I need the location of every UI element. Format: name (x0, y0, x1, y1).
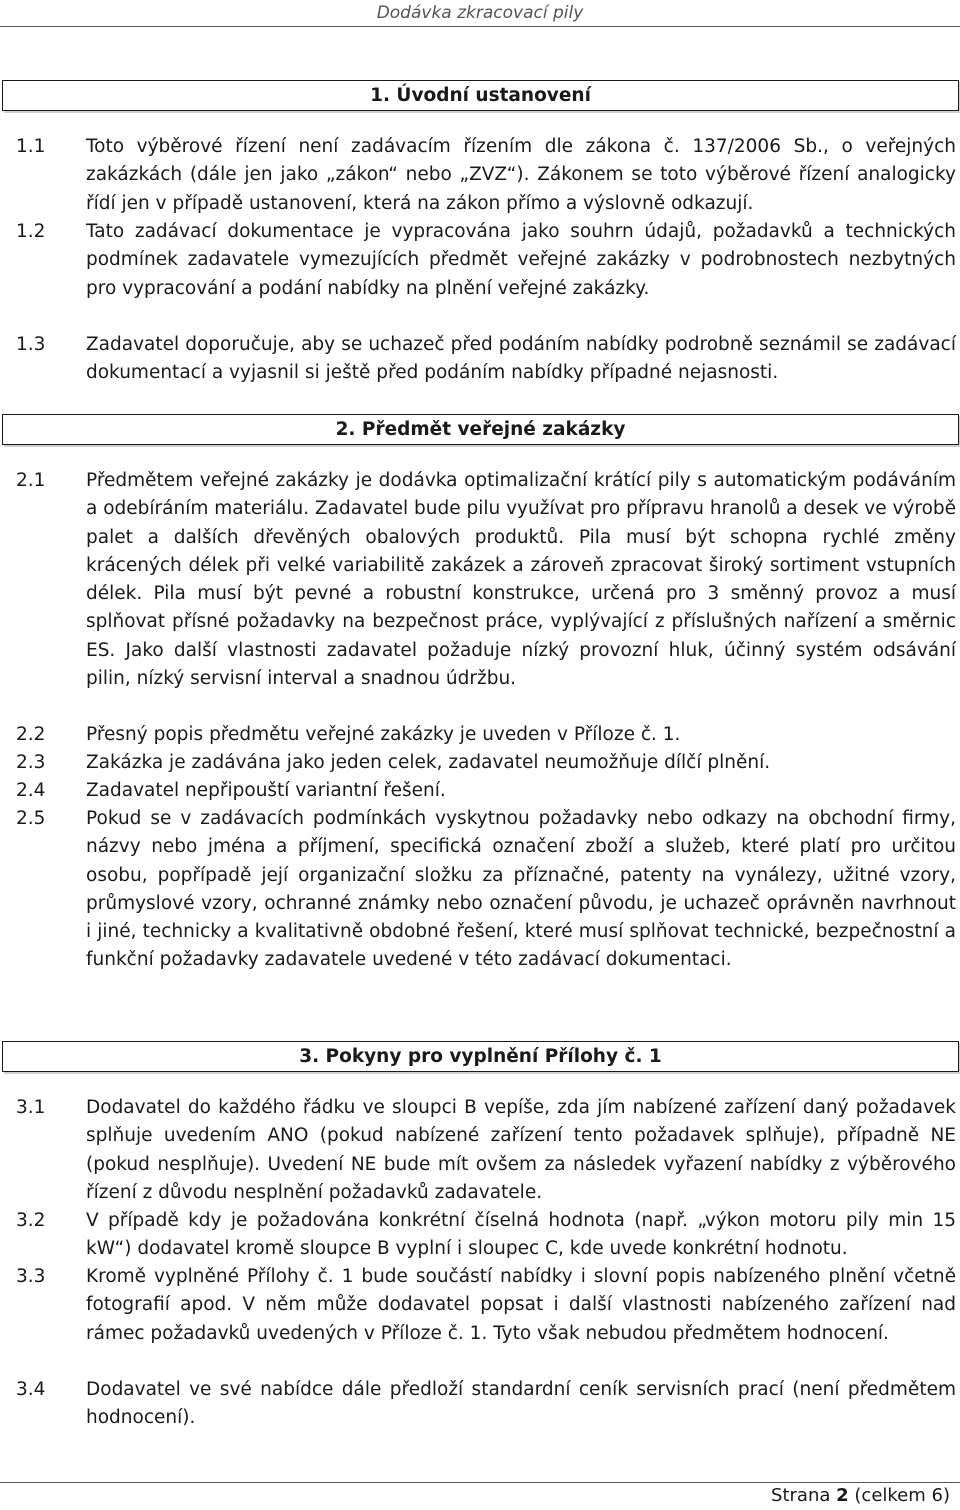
paragraph-number: 3.3 (16, 1266, 46, 1287)
paragraph-2-5 (16, 805, 956, 975)
paragraph-text: Předmětem veřejné zakázky je dodávka optimalizační krátící pily s automatickým podáváním a odebíráním materiálu. Zadavatel bude pilu využívat pro přípravu hranolů a desek ve výrobě palet a dalších dřevěných obalových produktů. Pila musí být schopna rychlé změny krácených délek při velké variabilitě zakázek a zároveň zpracovat široký sortiment vstupních délek. Pila musí být pevné a robustní konstrukce, určená pro 3 směnný provoz a musí splňovat přísné požadavky na bezpečnost práce, vyplývající z příslušných nařízení a směrnic ES. Jako další vlastnosti zadavatel požaduje nízký provozní hluk, účinný systém odsávání pilin, nízký servisní interval a snadnou údržbu. (86, 470, 957, 690)
paragraph-2-2 (16, 721, 956, 749)
paragraph-number: 1.1 (16, 136, 46, 157)
page-total: (celkem 6) (854, 1485, 950, 1506)
paragraph-1-3 (16, 331, 956, 388)
paragraph-number: 1.3 (16, 334, 46, 355)
paragraph-3-3 (16, 1263, 956, 1348)
paragraph-number: 1.2 (16, 221, 46, 242)
paragraph-number: 2.5 (16, 808, 46, 829)
paragraph-1-1 (16, 133, 956, 218)
paragraph-number: 2.1 (16, 470, 46, 491)
paragraph-text: V případě kdy je požadována konkrétní číselná hodnota (např. „výkon motoru pily min 15 kW“) dodavatel kromě sloupce B vyplní i sloupec C, kde uvede konkrétní hodnotu. (86, 1210, 956, 1260)
paragraph-2-1 (16, 467, 956, 693)
paragraph-number: 2.3 (16, 752, 46, 773)
document-title: Dodávka zkracovací pily (376, 3, 584, 23)
paragraph-number: 3.2 (16, 1210, 46, 1231)
paragraph-3-1 (16, 1094, 956, 1207)
page-number: 2 (836, 1485, 849, 1506)
section-title: 2. Předmět veřejné zakázky (335, 419, 626, 440)
paragraph-text: Pokud se v zadávacích podmínkách vyskytnou požadavky nebo odkazy na obchodní firmy, názvy nebo jména a příjmení, specifická označení zboží a služeb, které platí pro určitou osobu, popřípadě její organizační složku za příznačné, patenty na vynálezy, užitné vzory, průmyslové vzory, ochranné známky nebo označení původu, je uchazeč oprávněn navrhnout i jiné, technicky a kvalitativně obdobné řešení, které musí splňovat technické, bezpečnostní a funkční požadavky zadavatele uvedené v této zadávací dokumentaci. (86, 808, 956, 971)
section-heading-2 (2, 414, 959, 445)
paragraph-text: Toto výběrové řízení není zadávacím řízením dle zákona č. 137/2006 Sb., o veřejných zakázkách (dále jen jako „zákon“ nebo „ZVZ“). Zákonem se toto výběrové řízení analogicky řídí jen v případě ustanovení, která na zákon přímo a výslovně odkazují. (86, 136, 956, 214)
paragraph-text: Zadavatel nepřipouští variantní řešení. (86, 780, 446, 801)
paragraph-3-2 (16, 1207, 956, 1264)
section-title: 3. Pokyny pro vyplnění Přílohy č. 1 (299, 1046, 662, 1067)
paragraph-text: Zadavatel doporučuje, aby se uchazeč před podáním nabídky podrobně seznámil se zadávací dokumentací a vyjasnil si ještě před podáním nabídky případné nejasnosti. (86, 334, 956, 384)
section-heading-3 (2, 1041, 959, 1072)
paragraph-2-3 (16, 749, 956, 777)
paragraph-text: Zakázka je zadávána jako jeden celek, zadavatel neumožňuje dílčí plnění. (86, 752, 771, 773)
paragraph-number: 3.4 (16, 1379, 46, 1400)
paragraph-number: 2.4 (16, 780, 46, 801)
paragraph-text: Tato zadávací dokumentace je vypracována jako souhrn údajů, požadavků a technických podmínek zadavatele vymezujících předmět veřejné zakázky v podrobnostech nezbytných pro vypracování a podání nabídky na plnění veřejné zakázky. (86, 221, 956, 299)
paragraph-3-4 (16, 1376, 956, 1433)
paragraph-2-4 (16, 777, 956, 805)
page-footer (0, 1482, 960, 1509)
paragraph-text: Přesný popis předmětu veřejné zakázky je uveden v Příloze č. 1. (86, 724, 681, 745)
paragraph-number: 3.1 (16, 1097, 46, 1118)
paragraph-number: 2.2 (16, 724, 46, 745)
running-header (0, 0, 960, 27)
paragraph-text: Dodavatel do každého řádku ve sloupci B vepíše, zda jím nabízené zařízení daný požadavek splňuje uvedením ANO (pokud nabízené zařízení tento požadavek splňuje), případně NE (pokud nesplňuje). Uvedení NE bude mít ovšem za následek vyřazení nabídky z výběrového řízení z důvodu nesplnění požadavků zadavatele. (86, 1097, 956, 1203)
section-heading-1 (2, 80, 959, 111)
paragraph-text: Kromě vyplněné Přílohy č. 1 bude součástí nabídky i slovní popis nabízeného plnění včetně fotografií apod. V něm může dodavatel popsat i další vlastnosti nabízeného zařízení nad rámec požadavků uvedených v Příloze č. 1. Tyto však nebudou předmětem hodnocení. (86, 1266, 956, 1344)
page-label: Strana (771, 1485, 831, 1506)
paragraph-text: Dodavatel ve své nabídce dále předloží standardní ceník servisních prací (není předmětem hodnocení). (86, 1379, 956, 1429)
paragraph-1-2 (16, 218, 956, 303)
section-title: 1. Úvodní ustanovení (370, 85, 591, 106)
